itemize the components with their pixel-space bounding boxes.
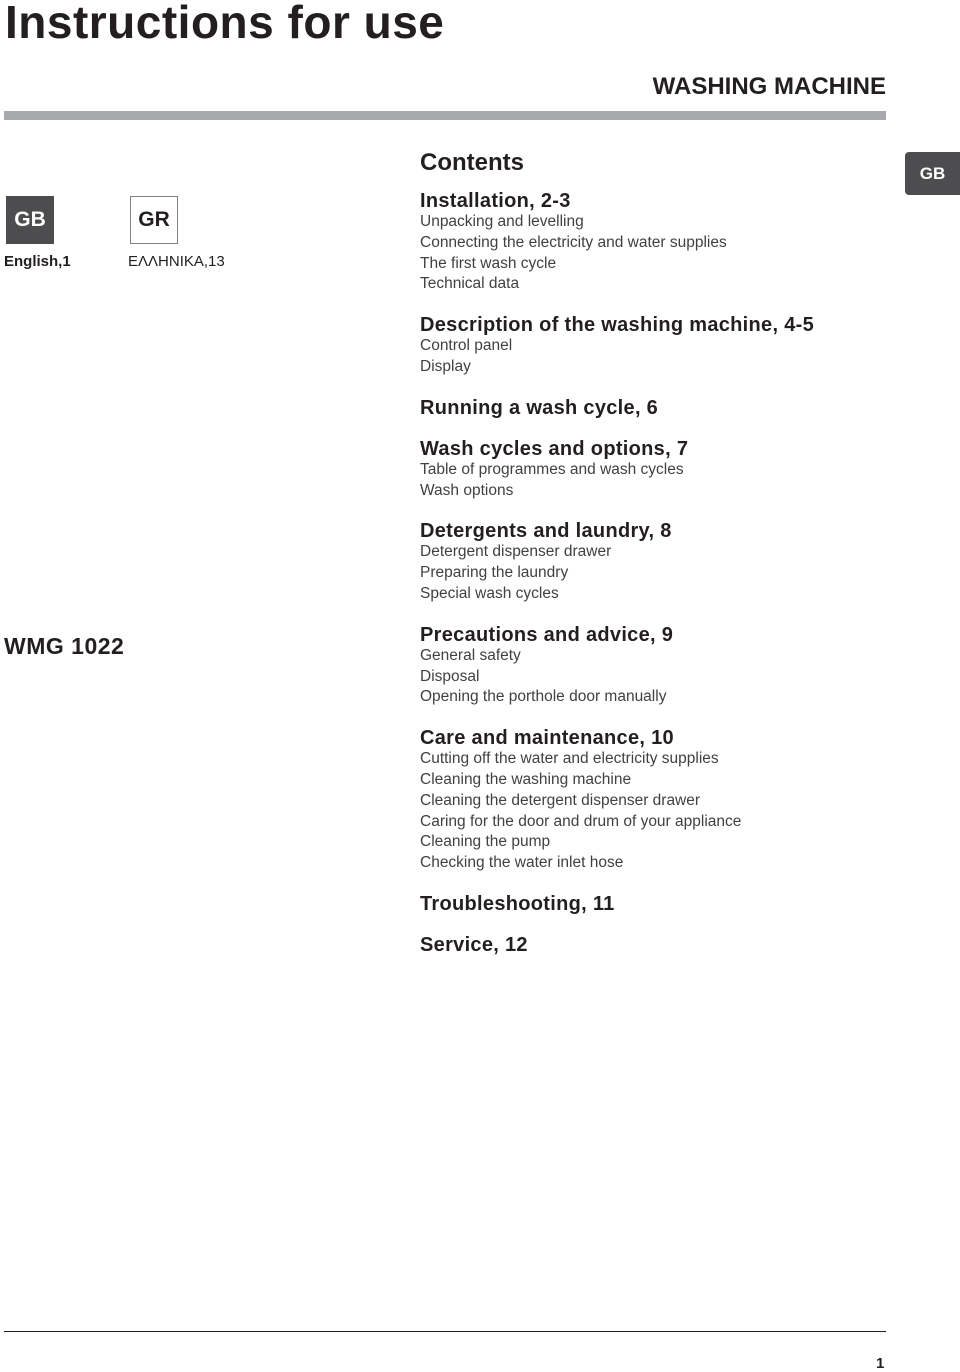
language-gb-label: English,1 — [4, 253, 71, 270]
contents-subsection-item[interactable]: Table of programmes and wash cycles — [420, 460, 684, 478]
page-number: 1 — [876, 1355, 885, 1372]
contents-subsection-item[interactable]: The first wash cycle — [420, 254, 557, 272]
contents-section-title[interactable]: Running a wash cycle, 6 — [420, 396, 659, 419]
contents-section — [420, 191, 900, 295]
contents-title: Contents — [420, 149, 524, 176]
contents-section — [420, 894, 900, 915]
language-gr-label: ΕΛΛΗΝΙΚΑ,13 — [128, 253, 225, 270]
contents-section — [420, 728, 900, 874]
page-title: Instructions for use — [5, 0, 445, 48]
contents-section — [420, 521, 900, 604]
language-gr-badge: GR — [130, 196, 178, 244]
contents-section-title[interactable]: Service, 12 — [420, 933, 528, 956]
product-type: WASHING MACHINE — [652, 73, 886, 100]
contents-section-title[interactable]: Detergents and laundry, 8 — [420, 520, 672, 543]
contents-subsection-item[interactable]: Cutting off the water and electricity supplies — [420, 750, 719, 768]
contents-section-title[interactable]: Wash cycles and options, 7 — [420, 437, 689, 460]
contents-subsection-item[interactable]: Technical data — [420, 275, 520, 293]
language-side-tab: GB — [905, 152, 960, 195]
contents-subsection-item[interactable]: Cleaning the pump — [420, 833, 551, 851]
language-gb[interactable] — [4, 196, 71, 270]
contents-subsection-item[interactable]: Wash options — [420, 481, 514, 499]
table-of-contents — [420, 146, 900, 976]
contents-subsection-item[interactable]: Cleaning the washing machine — [420, 770, 632, 788]
language-gb-badge: GB — [6, 196, 54, 244]
contents-subsection-item[interactable]: Special wash cycles — [420, 584, 559, 602]
contents-subsection-item[interactable]: Connecting the electricity and water supplies — [420, 233, 727, 251]
contents-subsection-item[interactable]: Detergent dispenser drawer — [420, 543, 612, 561]
contents-section — [420, 398, 900, 419]
contents-subsection-item[interactable]: Caring for the door and drum of your appliance — [420, 812, 742, 830]
footer-divider — [4, 1331, 886, 1332]
contents-section-title[interactable]: Troubleshooting, 11 — [420, 892, 615, 915]
contents-section — [420, 935, 900, 956]
model-number: WMG 1022 — [4, 633, 125, 659]
contents-subsection-item[interactable]: Display — [420, 357, 471, 375]
contents-subsection-item[interactable]: Disposal — [420, 667, 480, 685]
contents-subsection-item[interactable]: Unpacking and levelling — [420, 213, 584, 230]
contents-section-title[interactable]: Installation, 2-3 — [420, 190, 571, 212]
contents-section-title[interactable]: Care and maintenance, 10 — [420, 727, 674, 750]
contents-subsection-item[interactable]: Cleaning the detergent dispenser drawer — [420, 791, 701, 809]
contents-sections — [420, 191, 900, 956]
contents-section-title[interactable]: Precautions and advice, 9 — [420, 623, 674, 646]
contents-section — [420, 315, 900, 378]
language-gr[interactable] — [129, 196, 225, 270]
header-divider — [4, 111, 886, 120]
contents-section — [420, 439, 900, 502]
contents-subsection-item[interactable]: Control panel — [420, 337, 513, 355]
contents-subsection-item[interactable]: Preparing the laundry — [420, 564, 569, 582]
contents-subsection-item[interactable]: Opening the porthole door manually — [420, 688, 667, 706]
contents-subsection-item[interactable]: General safety — [420, 646, 521, 664]
contents-subsection-item[interactable]: Checking the water inlet hose — [420, 854, 624, 872]
contents-section — [420, 625, 900, 708]
contents-section-title[interactable]: Description of the washing machine, 4-5 — [420, 314, 814, 337]
